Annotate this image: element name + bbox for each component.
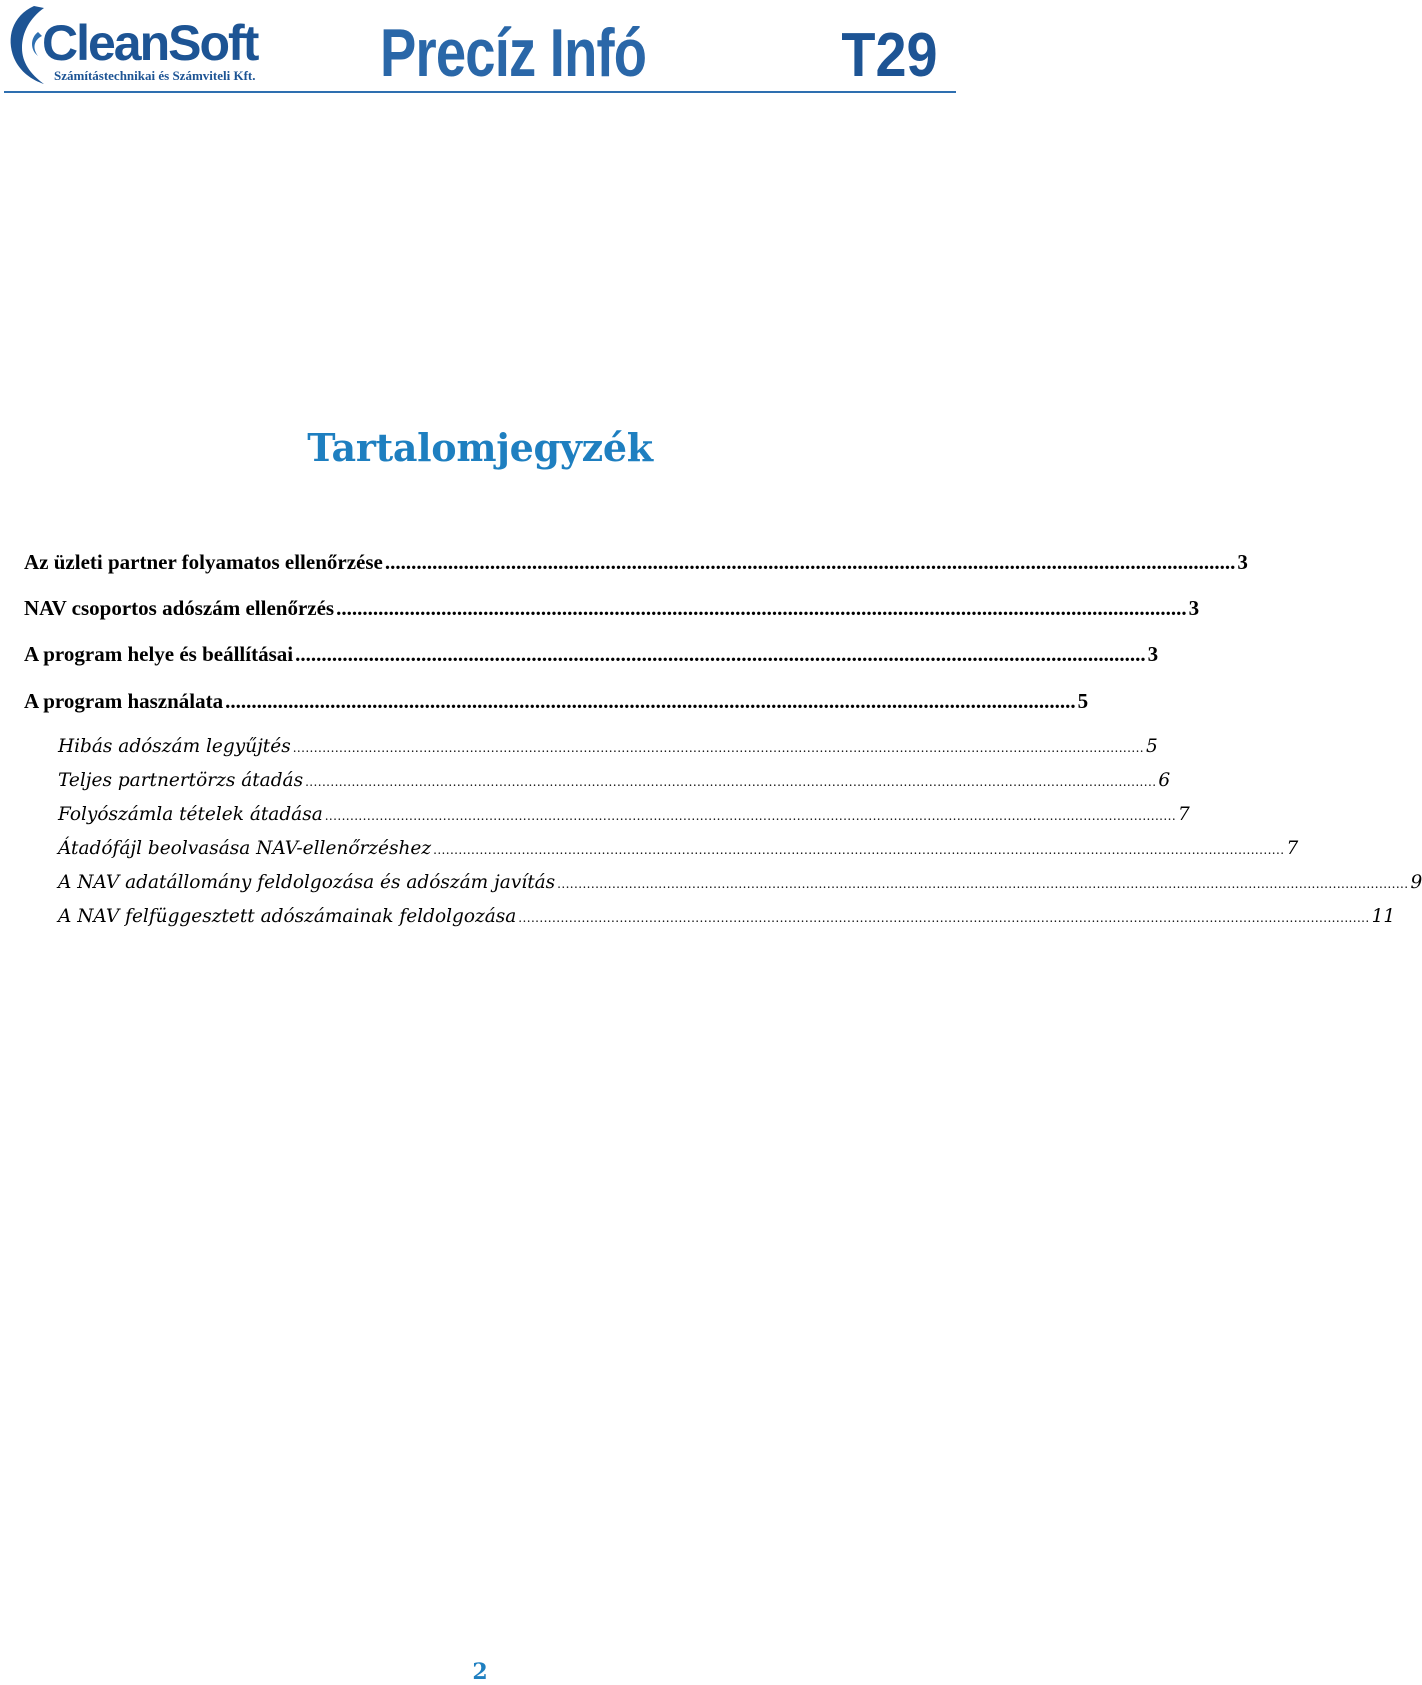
cleansoft-logo (4, 2, 274, 88)
header-divider (4, 91, 956, 93)
toc-entry-page: 9 (1410, 872, 1422, 893)
toc-entry-label: Az üzleti partner folyamatos ellenőrzése (24, 550, 383, 574)
toc-entry-page: 6 (1158, 770, 1171, 791)
toc-leader: .......................................................................................................................................................................................................... (292, 741, 1145, 755)
toc-entry-page: 5 (1146, 736, 1158, 757)
toc-title: Tartalomjegyzék (307, 425, 653, 470)
toc-entry[interactable] (24, 642, 1159, 672)
product-name (380, 8, 680, 92)
logo-subtitle: Számítástechnikai és Számviteli Kft. (54, 68, 256, 83)
page-header (0, 0, 960, 96)
toc-entry-label: A NAV adatállomány feldolgozása és adószám javítás (58, 872, 556, 893)
toc-entry[interactable] (24, 596, 1200, 626)
toc-leader: .......................................................................................................................................................................................................... (433, 843, 1285, 857)
logo-wordmark: CleanSoft (42, 15, 258, 71)
toc-entry-page: 3 (1237, 550, 1248, 574)
toc-entry-label: Teljes partnertörzs átadás (58, 770, 304, 791)
toc-entry[interactable] (58, 872, 1422, 900)
toc-entry[interactable] (58, 838, 1299, 866)
toc-entry-page: 11 (1371, 906, 1396, 927)
toc-entry-label: A NAV felfüggesztett adószámainak feldolgozása (58, 906, 517, 927)
toc-entry[interactable] (58, 736, 1158, 764)
toc-entry-page: 7 (1286, 838, 1299, 859)
toc-entry-label: NAV csoportos adószám ellenőrzés (24, 596, 335, 620)
toc-entry[interactable] (24, 550, 1248, 580)
document-code-label: T29 (841, 21, 938, 90)
toc-entry-page: 3 (1147, 642, 1159, 666)
product-title: Precíz Infó (380, 15, 647, 92)
toc-entry[interactable] (58, 770, 1171, 798)
cleansoft-swirl-icon (4, 2, 274, 88)
toc-leader: .................................................................................................................................................................. (336, 596, 1187, 620)
toc-entry-page: 3 (1188, 596, 1200, 620)
toc-leader: .................................................................................................................................................................. (295, 642, 1146, 666)
toc-entry-label: Átadófájl beolvasása NAV-ellenőrzéshez (58, 838, 432, 859)
toc-leader: .......................................................................................................................................................................................................... (324, 809, 1177, 823)
toc-leader: .......................................................................................................................................................................................................... (557, 877, 1409, 891)
toc-entry[interactable] (58, 906, 1396, 934)
page-number: 2 (472, 1659, 488, 1685)
toc-leader: .................................................................................................................................................................. (384, 550, 1236, 574)
toc-entry[interactable] (58, 804, 1190, 832)
toc-leader: .......................................................................................................................................................................................................... (305, 775, 1157, 789)
toc-entry-page: 5 (1077, 689, 1089, 713)
toc-entry-page: 7 (1178, 804, 1190, 825)
toc-entry-label: Folyószámla tételek átadása (58, 804, 323, 825)
toc-entry-label: Hibás adószám legyűjtés (58, 736, 291, 757)
toc-entry-label: A program használata (24, 689, 224, 713)
document-code (836, 8, 956, 88)
toc-entry[interactable] (24, 689, 1089, 719)
toc-leader: .................................................................................................................................................................. (225, 689, 1076, 713)
toc-leader: .......................................................................................................................................................................................................... (518, 911, 1370, 925)
toc-entry-label: A program helye és beállításai (24, 642, 294, 666)
